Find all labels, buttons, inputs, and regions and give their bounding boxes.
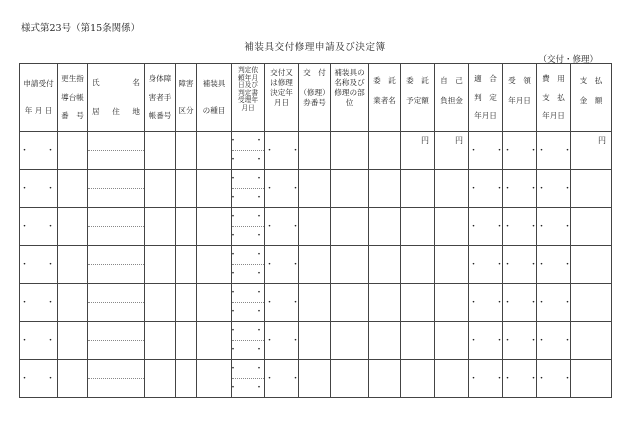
cell-self-pay[interactable] (435, 360, 469, 398)
cell-self-pay[interactable] (435, 132, 469, 170)
col-disability-category: 障害 区分 (176, 64, 197, 132)
table-row (20, 284, 612, 322)
currency-unit: 円 (598, 136, 606, 145)
cell-self-pay[interactable] (435, 208, 469, 246)
cell-decision-date[interactable] (265, 170, 305, 208)
cell-application-date[interactable] (20, 208, 58, 246)
cell-name-address[interactable] (88, 246, 145, 284)
cell-category[interactable] (176, 246, 197, 284)
cell-estimate[interactable] (401, 208, 435, 246)
date-placeholder: ・ ・ (537, 183, 577, 194)
cell-application-date[interactable] (20, 246, 58, 284)
date-placeholder: ・ ・ (228, 173, 268, 184)
col-voucher-no: 交 付 （修理） 券番号 (299, 64, 331, 132)
currency-unit: 円 (421, 136, 429, 145)
cell-receipt-date[interactable] (503, 360, 543, 398)
cell-fit-date[interactable] (469, 322, 509, 360)
cell-fit-date[interactable] (469, 208, 509, 246)
date-placeholder: ・ ・ (537, 297, 577, 308)
date-placeholder: ・ ・ (20, 259, 60, 270)
date-placeholder: ・ ・ (228, 192, 268, 203)
cell-device-name[interactable] (331, 132, 369, 170)
header-row (20, 64, 612, 132)
date-placeholder: ・ ・ (537, 221, 577, 232)
date-placeholder: ・ ・ (469, 297, 509, 308)
cell-payment-amount[interactable] (571, 360, 612, 398)
col-payment-amount: 支 払 金 額 (571, 64, 612, 132)
date-placeholder: ・ ・ (265, 259, 305, 270)
date-placeholder: ・ ・ (228, 135, 268, 146)
date-placeholder: ・ ・ (265, 221, 305, 232)
date-placeholder: ・ ・ (20, 183, 60, 194)
cell-self-pay[interactable] (435, 170, 469, 208)
cell-estimate[interactable] (401, 360, 435, 398)
cell-ledger-no[interactable] (58, 132, 88, 170)
cell-device-type[interactable] (197, 208, 232, 246)
date-placeholder: ・ ・ (228, 344, 268, 355)
cell-device-type[interactable] (197, 284, 232, 322)
col-fit-judgment-date: 適 合 判 定 年月日 (469, 64, 503, 132)
col-receipt-date: 受 領 年月日 (503, 64, 537, 132)
cell-receipt-date[interactable] (503, 322, 543, 360)
date-placeholder: ・ ・ (20, 373, 60, 384)
cell-decision-date[interactable] (265, 284, 305, 322)
date-placeholder: ・ ・ (228, 211, 268, 222)
cell-fit-date[interactable] (469, 246, 509, 284)
page-title: 補装具交付修理申請及び決定簿 (244, 42, 386, 53)
date-placeholder: ・ ・ (503, 335, 543, 346)
date-placeholder: ・ ・ (469, 183, 509, 194)
cell-device-name[interactable] (331, 284, 369, 322)
col-judgment-request-date: 判定依 頼年月 日及び 判定書 受理年 月日 (232, 64, 265, 132)
date-placeholder: ・ ・ (228, 249, 268, 260)
cell-payment-amount[interactable] (571, 170, 612, 208)
register-table (19, 63, 612, 398)
cell-device-name[interactable] (331, 322, 369, 360)
cell-handbook-no[interactable] (145, 284, 176, 322)
cell-receipt-date[interactable] (503, 246, 543, 284)
cell-application-date[interactable] (20, 360, 58, 398)
cell-payment-date[interactable] (537, 170, 577, 208)
date-placeholder: ・ ・ (537, 373, 577, 384)
cell-ledger-no[interactable] (58, 284, 88, 322)
cell-category[interactable] (176, 170, 197, 208)
cell-category[interactable] (176, 208, 197, 246)
cell-category[interactable] (176, 284, 197, 322)
cell-application-date[interactable] (20, 322, 58, 360)
col-device-type: 補装具 の種目 (197, 64, 232, 132)
table-row (20, 246, 612, 284)
date-placeholder: ・ ・ (503, 145, 543, 156)
col-payment-date: 費 用 支 払 年月日 (537, 64, 571, 132)
date-placeholder: ・ ・ (469, 145, 509, 156)
cell-device-name[interactable] (331, 170, 369, 208)
cell-payment-date[interactable] (537, 284, 577, 322)
cell-contractor[interactable] (369, 360, 401, 398)
date-placeholder: ・ ・ (503, 259, 543, 270)
cell-handbook-no[interactable] (145, 132, 176, 170)
cell-device-type[interactable] (197, 360, 232, 398)
col-contract-estimate: 委 託 予定額 (401, 64, 435, 132)
cell-contractor[interactable] (369, 208, 401, 246)
date-placeholder: ・ ・ (20, 145, 60, 156)
date-placeholder: ・ ・ (228, 154, 268, 165)
cell-handbook-no[interactable] (145, 170, 176, 208)
col-self-pay: 自 己 負担金 (435, 64, 469, 132)
cell-handbook-no[interactable] (145, 322, 176, 360)
cell-name-address[interactable] (88, 208, 145, 246)
cell-fit-date[interactable] (469, 170, 509, 208)
cell-payment-amount[interactable] (571, 246, 612, 284)
date-placeholder: ・ ・ (503, 373, 543, 384)
cell-estimate[interactable] (401, 284, 435, 322)
cell-judgment-dates[interactable] (228, 322, 268, 360)
date-placeholder: ・ ・ (228, 230, 268, 241)
cell-handbook-no[interactable] (145, 246, 176, 284)
date-placeholder: ・ ・ (469, 259, 509, 270)
cell-contractor[interactable] (369, 284, 401, 322)
date-placeholder: ・ ・ (265, 297, 305, 308)
cell-receipt-date[interactable] (503, 132, 543, 170)
col-disability-handbook-no: 身体障 害者手 帳番号 (145, 64, 176, 132)
col-rehab-ledger-no: 更生指 導台帳 番 号 (58, 64, 88, 132)
cell-payment-amount[interactable] (571, 322, 612, 360)
cell-payment-date[interactable] (537, 246, 577, 284)
cell-handbook-no[interactable] (145, 208, 176, 246)
date-placeholder: ・ ・ (228, 382, 268, 393)
cell-fit-date[interactable] (469, 360, 509, 398)
cell-decision-date[interactable] (265, 132, 305, 170)
cell-device-type[interactable] (197, 170, 232, 208)
cell-category[interactable] (176, 322, 197, 360)
cell-estimate[interactable] (401, 170, 435, 208)
cell-device-name[interactable] (331, 246, 369, 284)
cell-payment-amount[interactable] (571, 208, 612, 246)
date-placeholder: ・ ・ (469, 221, 509, 232)
cell-self-pay[interactable] (435, 284, 469, 322)
cell-category[interactable] (176, 132, 197, 170)
cell-receipt-date[interactable] (503, 170, 543, 208)
cell-device-type[interactable] (197, 322, 232, 360)
date-placeholder: ・ ・ (228, 325, 268, 336)
col-decision-date: 交付又 は修理 決定年 月日 (265, 64, 299, 132)
date-placeholder: ・ ・ (265, 183, 305, 194)
cell-device-name[interactable] (331, 360, 369, 398)
col-contractor-name: 委 託 業者名 (369, 64, 401, 132)
date-placeholder: ・ ・ (265, 373, 305, 384)
cell-contractor[interactable] (369, 246, 401, 284)
cell-name-address[interactable] (88, 170, 145, 208)
cell-payment-date[interactable] (537, 322, 577, 360)
cell-ledger-no[interactable] (58, 246, 88, 284)
cell-contractor[interactable] (369, 322, 401, 360)
cell-ledger-no[interactable] (58, 360, 88, 398)
table-row (20, 208, 612, 246)
cell-payment-date[interactable] (537, 208, 577, 246)
date-placeholder: ・ ・ (228, 268, 268, 279)
cell-decision-date[interactable] (265, 246, 305, 284)
cell-receipt-date[interactable] (503, 208, 543, 246)
cell-receipt-date[interactable] (503, 284, 543, 322)
col-application-date: 申請受付 年 月 日 (20, 64, 58, 132)
cell-payment-date[interactable] (537, 132, 577, 170)
cell-payment-amount[interactable] (571, 284, 612, 322)
cell-judgment-dates[interactable] (228, 208, 268, 246)
table-row (20, 322, 612, 360)
currency-unit: 円 (455, 136, 463, 145)
cell-decision-date[interactable] (265, 360, 305, 398)
date-placeholder: ・ ・ (503, 221, 543, 232)
cell-contractor[interactable] (369, 170, 401, 208)
date-placeholder: ・ ・ (20, 297, 60, 308)
date-placeholder: ・ ・ (503, 297, 543, 308)
cell-name-address[interactable] (88, 132, 145, 170)
date-placeholder: ・ ・ (469, 373, 509, 384)
date-placeholder: ・ ・ (537, 259, 577, 270)
cell-contractor[interactable] (369, 132, 401, 170)
cell-ledger-no[interactable] (58, 208, 88, 246)
cell-payment-amount[interactable] (571, 132, 612, 170)
col-name-address: 氏 名 居 住 地 (88, 64, 145, 132)
table-row (20, 170, 612, 208)
table-row (20, 132, 612, 170)
cell-fit-date[interactable] (469, 132, 509, 170)
col-device-name-repair-part: 補装具の 名称及び 修理の部 位 (331, 64, 369, 132)
cell-fit-date[interactable] (469, 284, 509, 322)
cell-device-type[interactable] (197, 246, 232, 284)
cell-ledger-no[interactable] (58, 322, 88, 360)
cell-device-type[interactable] (197, 132, 232, 170)
date-placeholder: ・ ・ (20, 221, 60, 232)
date-placeholder: ・ ・ (503, 183, 543, 194)
cell-judgment-dates[interactable] (228, 246, 268, 284)
cell-judgment-dates[interactable] (228, 170, 268, 208)
date-placeholder: ・ ・ (265, 145, 305, 156)
cell-handbook-no[interactable] (145, 360, 176, 398)
cell-self-pay[interactable] (435, 246, 469, 284)
cell-decision-date[interactable] (265, 208, 305, 246)
cell-name-address[interactable] (88, 284, 145, 322)
table-row (20, 360, 612, 398)
date-placeholder: ・ ・ (469, 335, 509, 346)
cell-payment-date[interactable] (537, 360, 577, 398)
cell-judgment-dates[interactable] (228, 284, 268, 322)
form-number: 様式第23号（第15条関係） (21, 23, 141, 34)
cell-estimate[interactable] (401, 132, 435, 170)
cell-estimate[interactable] (401, 322, 435, 360)
date-placeholder: ・ ・ (537, 335, 577, 346)
date-placeholder: ・ ・ (228, 363, 268, 374)
cell-name-address[interactable] (88, 322, 145, 360)
cell-estimate[interactable] (401, 246, 435, 284)
cell-self-pay[interactable] (435, 322, 469, 360)
date-placeholder: ・ ・ (228, 306, 268, 317)
date-placeholder: ・ ・ (265, 335, 305, 346)
cell-application-date[interactable] (20, 170, 58, 208)
cell-decision-date[interactable] (265, 322, 305, 360)
cell-device-name[interactable] (331, 208, 369, 246)
cell-category[interactable] (176, 360, 197, 398)
date-placeholder: ・ ・ (20, 335, 60, 346)
date-placeholder: ・ ・ (537, 145, 577, 156)
cell-judgment-dates[interactable] (228, 132, 268, 170)
cell-ledger-no[interactable] (58, 170, 88, 208)
date-placeholder: ・ ・ (228, 287, 268, 298)
cell-name-address[interactable] (88, 360, 145, 398)
page-subtitle: （交付・修理） (538, 55, 598, 65)
cell-application-date[interactable] (20, 132, 58, 170)
cell-application-date[interactable] (20, 284, 58, 322)
cell-judgment-dates[interactable] (228, 360, 268, 398)
